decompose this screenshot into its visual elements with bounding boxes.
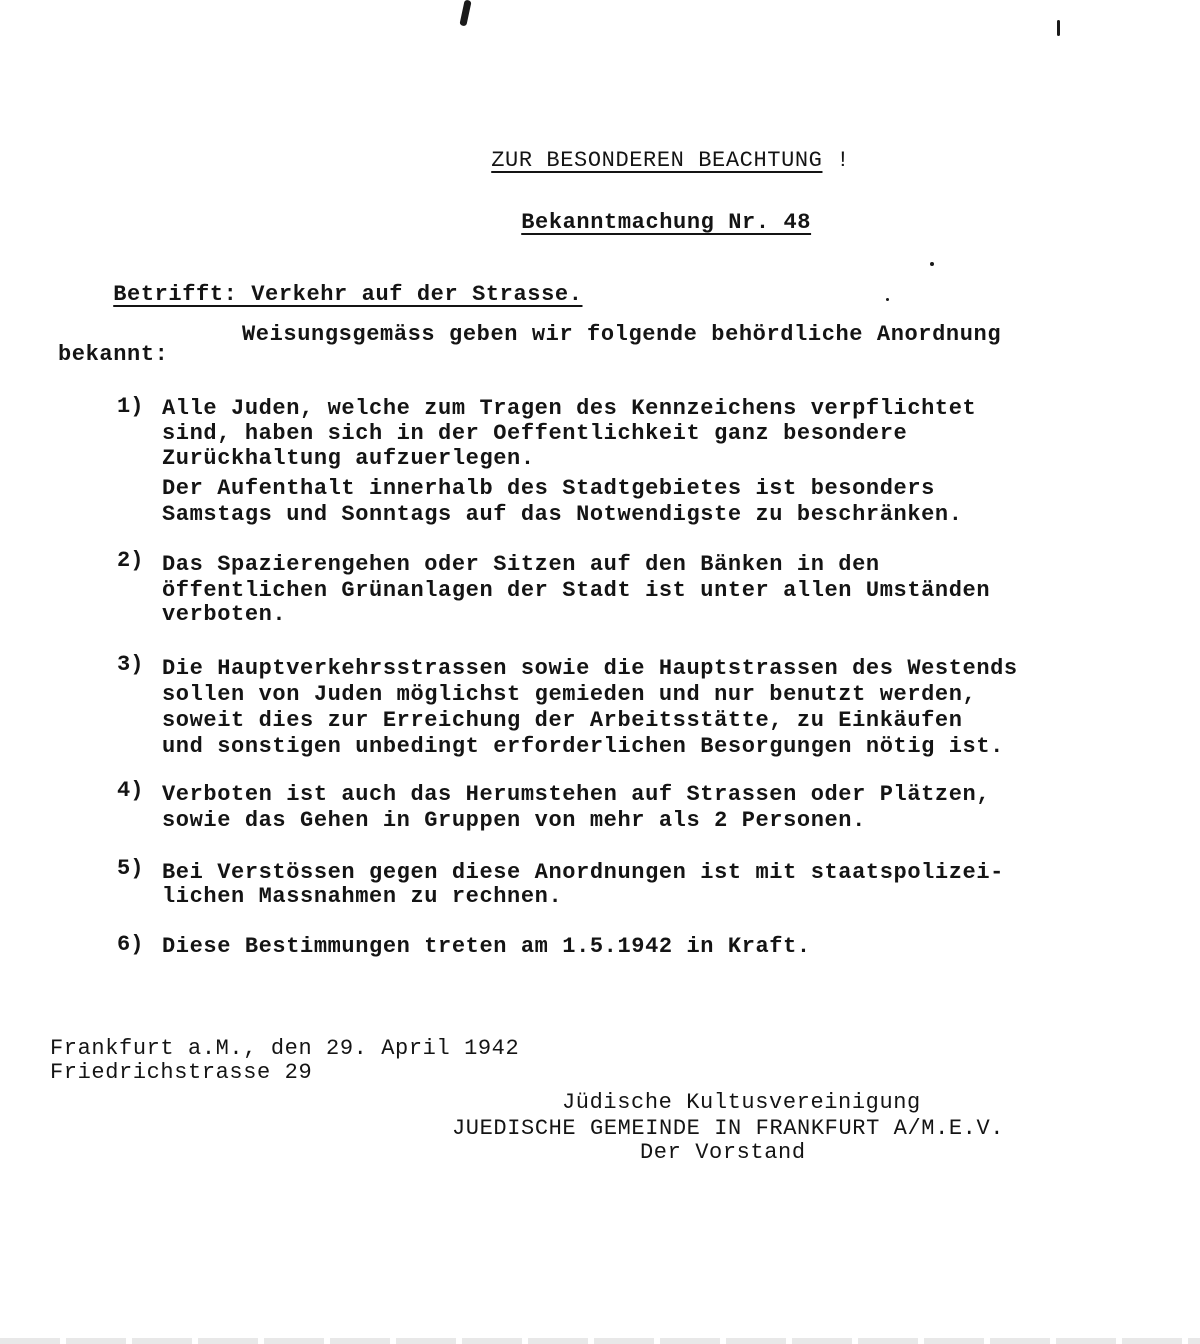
item-line: Samstags und Sonntags auf das Notwendigste zu beschränken.	[162, 502, 963, 527]
item-line: soweit dies zur Erreichung der Arbeitsstätte, zu Einkäufen	[162, 708, 963, 733]
item-line: öffentlichen Grünanlagen der Stadt ist unter allen Umständen	[162, 578, 991, 603]
document-title-text: ZUR BESONDEREN BEACHTUNG	[491, 148, 823, 173]
ink-mark	[1057, 20, 1060, 36]
item-line: Die Hauptverkehrsstrassen sowie die Hauptstrassen des Westends	[162, 656, 1018, 681]
signature-board: Der Vorstand	[640, 1140, 806, 1165]
item-line: lichen Massnahmen zu rechnen.	[162, 884, 563, 909]
scan-edge	[0, 1338, 1200, 1344]
place-date: Frankfurt a.M., den 29. April 1942	[50, 1036, 520, 1061]
item-line: sind, haben sich in der Oeffentlichkeit ganz besondere	[162, 421, 908, 446]
ink-dot	[930, 262, 934, 266]
item-line: Verboten ist auch das Herumstehen auf Strassen oder Plätzen,	[162, 782, 991, 807]
item-line: Das Spazierengehen oder Sitzen auf den Bänken in den	[162, 552, 880, 577]
announcement-number	[466, 184, 811, 262]
item-line: sollen von Juden möglichst gemieden und nur benutzt werden,	[162, 682, 977, 707]
ink-dot	[886, 298, 889, 301]
item-number: 5)	[117, 856, 144, 881]
intro-line: Weisungsgemäss geben wir folgende behördliche Anordnung	[242, 322, 1002, 347]
subject-line-text: Betrifft: Verkehr auf der Strasse.	[113, 282, 583, 307]
ink-mark	[459, 0, 471, 26]
address: Friedrichstrasse 29	[50, 1060, 313, 1085]
item-line: verboten.	[162, 602, 287, 627]
announcement-number-text: Bekanntmachung Nr. 48	[521, 210, 812, 235]
signature-organization: Jüdische Kultusvereinigung	[562, 1090, 921, 1115]
item-line: und sonstigen unbedingt erforderlichen Besorgungen nötig ist.	[162, 734, 1004, 759]
item-line: Diese Bestimmungen treten am 1.5.1942 in Kraft.	[162, 934, 811, 959]
item-number: 4)	[117, 778, 144, 803]
intro-bekannt: bekannt:	[58, 342, 169, 367]
item-number: 3)	[117, 652, 144, 677]
item-number: 2)	[117, 548, 144, 573]
document-title-suffix: !	[836, 148, 851, 173]
item-line: Der Aufenthalt innerhalb des Stadtgebietes ist besonders	[162, 476, 935, 501]
item-line: sowie das Gehen in Gruppen von mehr als 2 Personen.	[162, 808, 866, 833]
item-number: 6)	[117, 932, 144, 957]
item-number: 1)	[117, 394, 144, 419]
item-line: Alle Juden, welche zum Tragen des Kennzeichens verpflichtet	[162, 396, 977, 421]
item-line: Bei Verstössen gegen diese Anordnungen ist mit staatspolizei-	[162, 860, 1004, 885]
item-line: Zurückhaltung aufzuerlegen.	[162, 446, 535, 471]
signature-community: JUEDISCHE GEMEINDE IN FRANKFURT A/M.E.V.	[452, 1116, 1005, 1141]
